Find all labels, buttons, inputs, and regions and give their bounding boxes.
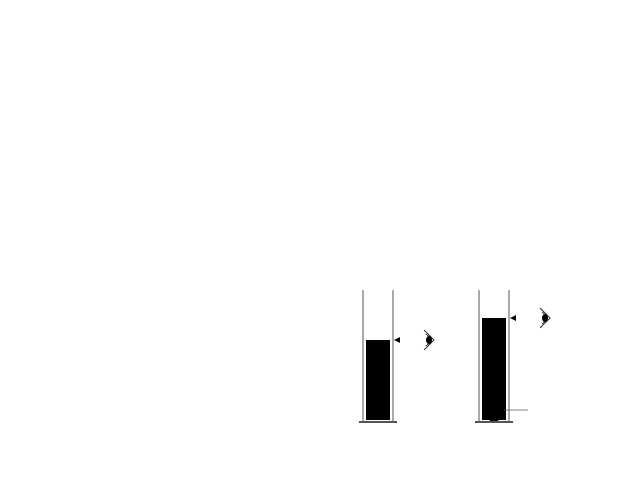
reading-arrow-a-head	[394, 337, 400, 343]
measurement-figure	[330, 272, 590, 437]
cylinder-b	[475, 290, 513, 422]
eye-icon	[540, 308, 550, 328]
reading-arrow-b-head	[510, 315, 516, 321]
water-a	[366, 340, 390, 420]
cylinder-a	[359, 290, 397, 422]
solid-object	[485, 398, 503, 422]
eye-icon	[424, 330, 434, 350]
